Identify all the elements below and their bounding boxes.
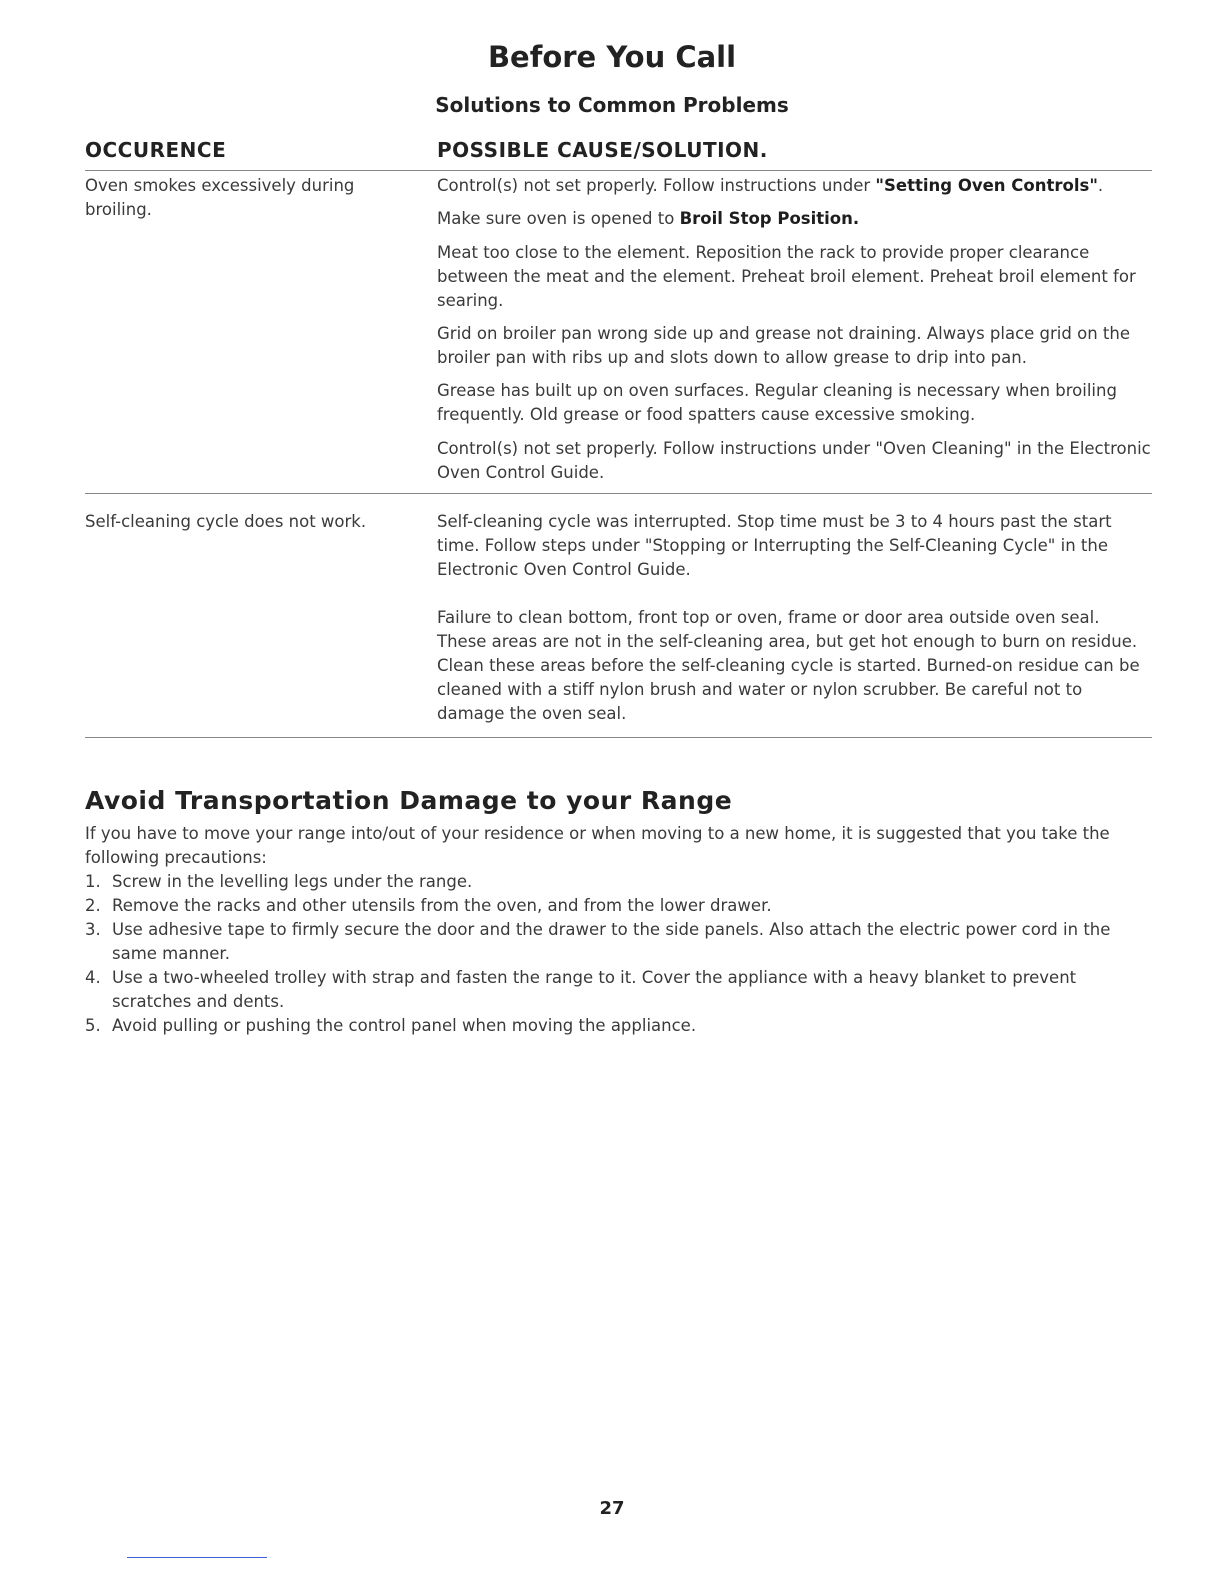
footer-rule (127, 1557, 267, 1558)
solution-cell: Failure to clean bottom, front top or oven, frame or door area outside oven seal. These areas are not in the self-cleaning area, but get hot enough to burn on residue. Clean these areas before the self-cleaning cycle is started. Burned-on residue can be cleaned with a stiff nylon brush and water or nylon scrubber. Be careful not to damage the oven seal. (437, 608, 1140, 723)
list-number: 5. (85, 1016, 101, 1035)
occurrence-cell: Self-cleaning cycle does not work. (85, 512, 367, 531)
list-text: Use a two-wheeled trolley with strap and fasten the range to it. Cover the appliance with a heavy blanket to prevent scratches and dents. (112, 968, 1077, 1011)
list-item (85, 918, 1155, 966)
list-item (85, 894, 1155, 918)
solution-cell: Control(s) not set properly. Follow instructions under "Oven Cleaning" in the Electronic Oven Control Guide. (437, 439, 1151, 482)
solution-cell (437, 207, 1152, 231)
solution-cell: Grease has built up on oven surfaces. Regular cleaning is necessary when broiling frequently. Old grease or food spatters cause excessive smoking. (437, 381, 1117, 424)
list-text: Remove the racks and other utensils from the oven, and from the lower drawer. (112, 896, 772, 915)
page-title: Before You Call (487, 40, 737, 74)
page-subtitle: Solutions to Common Problems (435, 93, 789, 117)
solution-cell: Self-cleaning cycle was interrupted. Stop time must be 3 to 4 hours past the start time. Follow steps under "Stopping or Interrupting the Self-Cleaning Cycle" in the Electronic Oven Control Guide. (437, 512, 1112, 579)
page-number: 27 (599, 1498, 625, 1519)
list-text: Use adhesive tape to firmly secure the door and the drawer to the side panels. Also attach the electric power cord in the same manner. (112, 920, 1111, 963)
list-number: 4. (85, 968, 101, 987)
column-header-solution: POSSIBLE CAUSE/SOLUTION. (437, 138, 768, 162)
list-item (85, 1014, 1155, 1038)
occurrence-cell: Oven smokes excessively during broiling. (85, 176, 355, 219)
solution-text: Control(s) not set properly. Follow instructions under (437, 176, 876, 195)
list-item (85, 966, 1155, 1014)
table-row-divider (85, 493, 1152, 494)
solution-emphasis: "Setting Oven Controls" (875, 176, 1098, 195)
solution-text-end: . (1097, 176, 1104, 195)
solution-text: Make sure oven is opened to (437, 209, 680, 228)
precautions-list (85, 870, 1155, 1038)
list-number: 1. (85, 872, 101, 891)
column-header-occurrence: OCCURENCE (85, 138, 227, 162)
section-heading: Avoid Transportation Damage to your Range (85, 786, 733, 815)
list-number: 3. (85, 920, 101, 939)
table-bottom-divider (85, 737, 1152, 738)
solution-cell (437, 174, 1152, 198)
section-intro: If you have to move your range into/out of your residence or when moving to a new home, it is suggested that you take the following precautions: (85, 824, 1110, 867)
list-text: Screw in the levelling legs under the range. (112, 872, 473, 891)
table-header-divider (85, 170, 1152, 171)
list-text: Avoid pulling or pushing the control panel when moving the appliance. (112, 1016, 697, 1035)
solution-emphasis: Broil Stop Position. (679, 209, 860, 228)
solution-cell: Meat too close to the element. Reposition the rack to provide proper clearance between the meat and the element. Preheat broil element. Preheat broil element for searing. (437, 243, 1136, 310)
list-item (85, 870, 1155, 894)
list-number: 2. (85, 896, 101, 915)
solution-cell: Grid on broiler pan wrong side up and grease not draining. Always place grid on the broiler pan with ribs up and slots down to allow grease to drip into pan. (437, 324, 1130, 367)
